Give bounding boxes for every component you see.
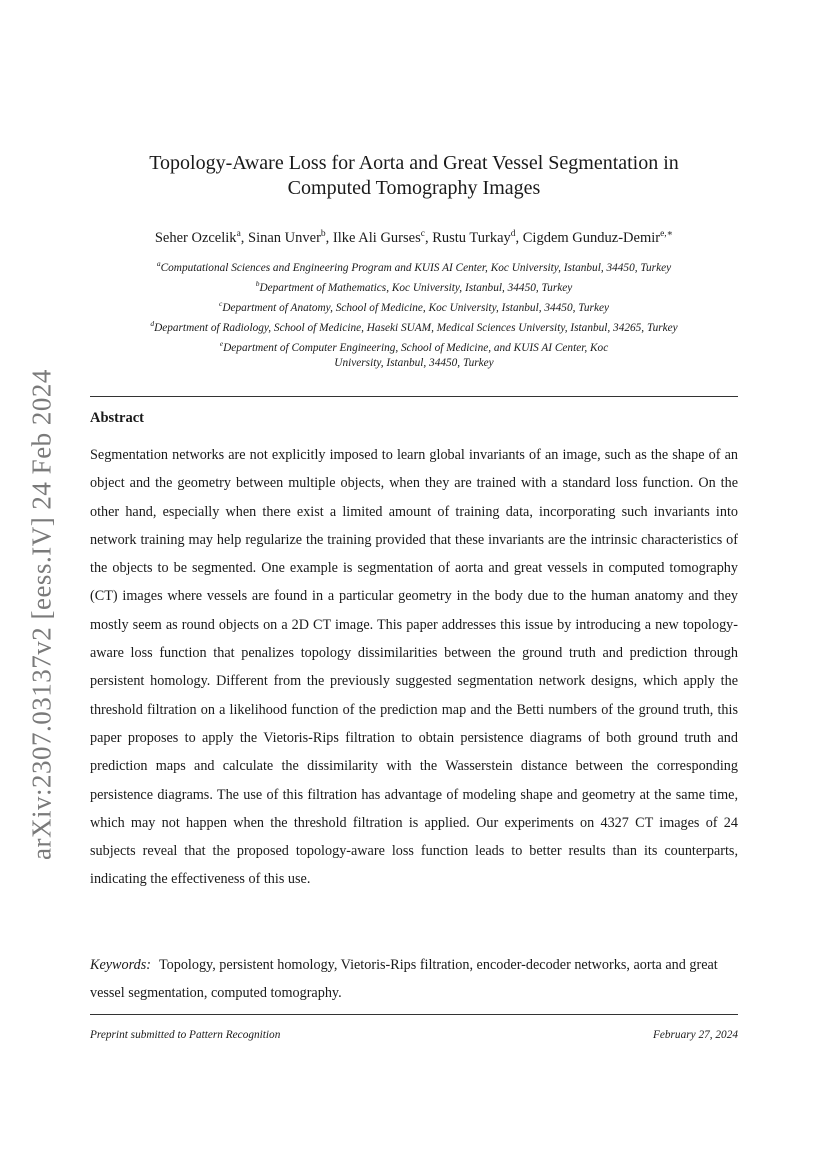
- footer-date: February 27, 2024: [652, 1029, 738, 1041]
- bottom-divider: [90, 1014, 738, 1015]
- author-list: Seher Ozcelik$^a$, Sinan Unver$^b$, Ilke Ali Gurses$^c$, Rustu Turkay$^d$, Cigdem Gunduz-Demir$^{e,∗}$: [154, 229, 674, 246]
- author-mark: d: [510, 229, 516, 239]
- affiliation-text: Department of Radiology, School of Medicine, Haseki SUAM, Medical Sciences University, Istanbul, 34265, Turkey: [154, 321, 678, 334]
- affiliation-mark: b: [255, 279, 260, 289]
- arxiv-identifier: arXiv:2307.03137v2 [eess.IV] 24 Feb 2024: [26, 369, 57, 861]
- top-divider: [90, 396, 738, 397]
- affiliation-text: Department of Computer Engineering, School of Medicine, and KUIS AI Center, Koc: [223, 342, 609, 355]
- author: Ilke Ali Gurses: [332, 229, 421, 246]
- affiliation-text: Department of Anatomy, School of Medicine, Koc University, Istanbul, 34450, Turkey: [222, 301, 609, 314]
- affiliation-mark: e: [219, 339, 224, 349]
- keywords-label: Keywords:: [90, 957, 151, 973]
- affiliation-text: Department of Mathematics, Koc University, Istanbul, 34450, Turkey: [259, 281, 573, 294]
- affiliation-mark: a: [156, 259, 161, 268]
- title-line-1: Topology-Aware Loss for Aorta and Great Vessel Segmentation in: [149, 152, 679, 174]
- keywords: [90, 951, 738, 1008]
- abstract-heading: Abstract: [90, 410, 144, 426]
- affiliation-text: Computational Sciences and Engineering Program and KUIS AI Center, Koc University, Istanbul, 34450, Turkey: [160, 261, 672, 274]
- affiliation: [84, 316, 744, 336]
- author: Seher Ozcelik: [154, 229, 237, 246]
- affiliation: [84, 256, 744, 276]
- affiliation: [84, 336, 744, 356]
- author-mark: b: [320, 229, 326, 239]
- affiliation-continuation: University, Istanbul, 34450, Turkey: [334, 357, 494, 370]
- author-mark: c: [420, 229, 425, 239]
- paper-title: [90, 151, 738, 201]
- affiliation: [84, 296, 744, 316]
- affiliation-mark: c: [219, 299, 223, 309]
- keywords-text: Topology, persistent homology, Vietoris-Rips filtration, encoder-decoder networks, aorta and great vessel segmentation, computed tomography.: [90, 957, 718, 1002]
- author-mark: a: [236, 229, 241, 239]
- affiliation-mark: d: [150, 319, 155, 329]
- affiliation-list: [84, 256, 744, 372]
- footer-journal: Preprint submitted to Pattern Recognition: [90, 1029, 281, 1041]
- author: Rustu Turkay: [432, 229, 511, 246]
- page-footer: [90, 1029, 738, 1041]
- affiliation: [84, 276, 744, 296]
- author: Cigdem Gunduz-Demir: [522, 229, 661, 246]
- title-line-2: Computed Tomography Images: [287, 177, 541, 199]
- author-mark: e,∗: [660, 229, 674, 239]
- abstract-body: Segmentation networks are not explicitly imposed to learn global invariants of an image, such as the shape of an object and the geometry between multiple objects, when they are trained with a standard loss function. On the other hand, especially when there exist a limited amount of training data, incorporating such invariants into network training may help regularize the training provided that these invariants are the intrinsic characteristics of the objects to be segmented. One example is segmentation of aorta and great vessels in computed tomography (CT) images where vessels are found in a particular geometry in the body due to the human anatomy and they mostly seem as round objects on a 2D CT image. This paper addresses this issue by introducing a new topology-aware loss function that penalizes topology dissimilarities between the ground truth and prediction through persistent homology. Different from the previously suggested segmentation network designs, which apply the threshold filtration on a likelihood function of the prediction map and the Betti numbers of the ground truth, this paper proposes to apply the Vietoris-Rips filtration to obtain persistence diagrams of both ground truth and prediction maps and calculate the dissimilarity with the Wasserstein distance between the corresponding persistence diagrams. The use of this filtration has advantage of modeling shape and geometry at the same time, which may not happen when the threshold filtration is applied. Our experiments on 4327 CT images of 24 subjects reveal that the proposed topology-aware loss function leads to better results than its counterparts, indicating the effectiveness of this use.: [90, 447, 738, 888]
- author: Sinan Unver: [248, 229, 321, 246]
